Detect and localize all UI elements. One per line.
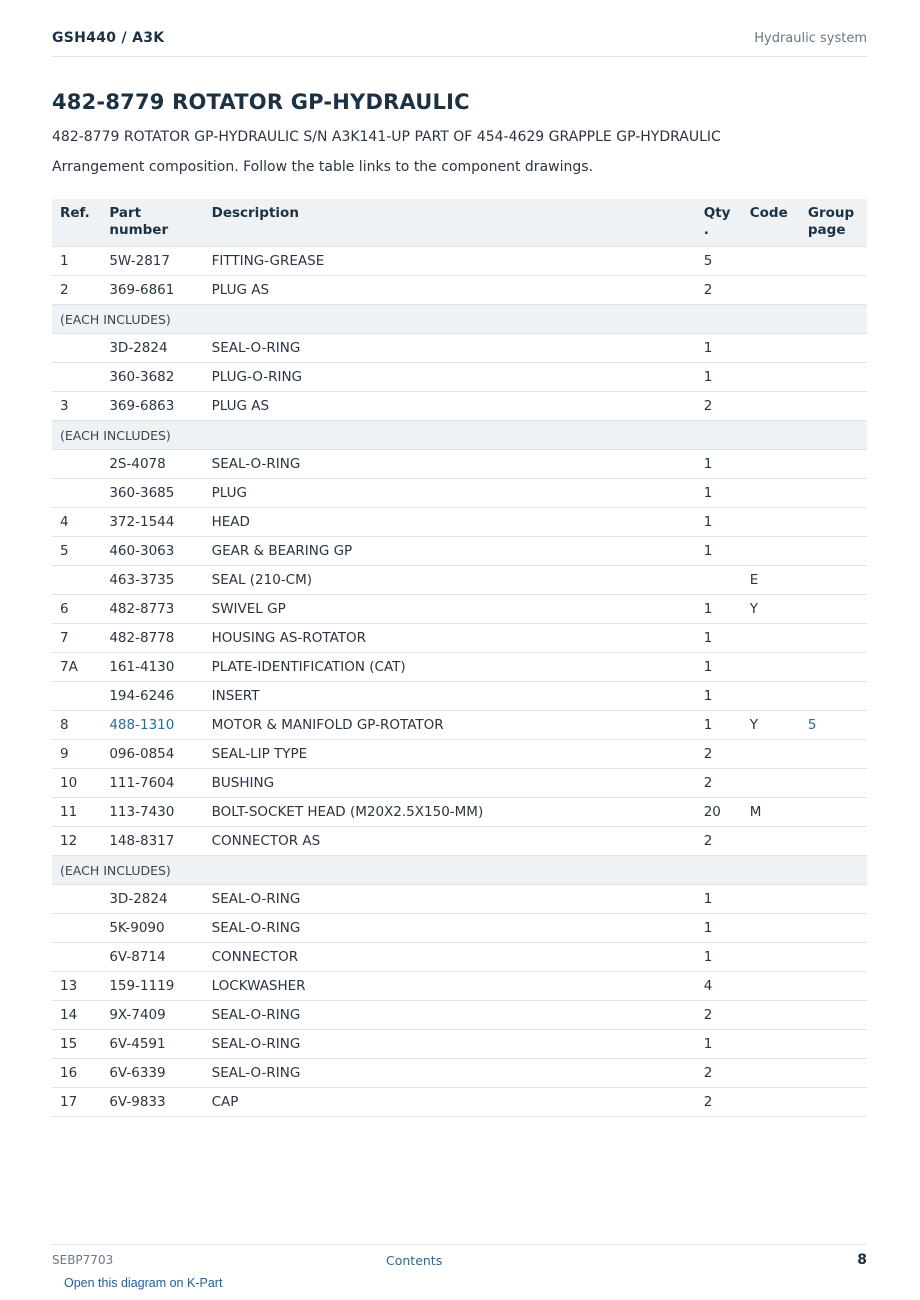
cell-part-number: 460-3063: [101, 537, 203, 566]
table-row: [52, 479, 867, 508]
cell-description: FITTING-GREASE: [204, 247, 696, 276]
cell-part-number: 194-6246: [101, 682, 203, 711]
cell-part-number: 9X-7409: [101, 1001, 203, 1030]
table-row: [52, 1059, 867, 1088]
cell-group-page: [800, 450, 867, 479]
cell-group-page: [800, 653, 867, 682]
cell-ref: [52, 943, 101, 972]
table-row: [52, 450, 867, 479]
cell-code: [742, 450, 800, 479]
cell-group-page: [800, 682, 867, 711]
cell-code: [742, 943, 800, 972]
cell-part-number: 5W-2817: [101, 247, 203, 276]
page-number: 8: [857, 1252, 867, 1268]
cell-description: SEAL-O-RING: [204, 1059, 696, 1088]
page-title: 482-8779 ROTATOR GP-HYDRAULIC: [52, 90, 470, 114]
group-label: (EACH INCLUDES): [52, 856, 867, 885]
cell-code: [742, 334, 800, 363]
table-row: [52, 943, 867, 972]
cell-qty: 1: [696, 1030, 742, 1059]
cell-code: [742, 479, 800, 508]
cell-qty: 1: [696, 479, 742, 508]
cell-ref: 1: [52, 247, 101, 276]
cell-qty: 2: [696, 392, 742, 421]
cell-description: SEAL-O-RING: [204, 914, 696, 943]
cell-description: PLUG AS: [204, 276, 696, 305]
cell-ref: 3: [52, 392, 101, 421]
cell-ref: 9: [52, 740, 101, 769]
cell-code: [742, 827, 800, 856]
cell-description: PLUG: [204, 479, 696, 508]
cell-group-page: [800, 769, 867, 798]
cell-description: SEAL-O-RING: [204, 1030, 696, 1059]
parts-table-body: [52, 247, 867, 1117]
cell-code: [742, 624, 800, 653]
section-label: Hydraulic system: [754, 31, 867, 46]
col-header-part-number: Part number: [101, 199, 203, 247]
cell-group-page: [800, 595, 867, 624]
cell-description: INSERT: [204, 682, 696, 711]
page-header: [52, 28, 867, 57]
cell-code: [742, 740, 800, 769]
table-row: [52, 711, 867, 740]
cell-part-number: 6V-8714: [101, 943, 203, 972]
table-row: [52, 595, 867, 624]
table-row: [52, 334, 867, 363]
cell-code: [742, 885, 800, 914]
table-row: [52, 247, 867, 276]
cell-qty: 1: [696, 624, 742, 653]
cell-code: M: [742, 798, 800, 827]
cell-part-number: 3D-2824: [101, 885, 203, 914]
cell-ref: 10: [52, 769, 101, 798]
cell-group-page: [800, 479, 867, 508]
cell-group-page: [800, 1059, 867, 1088]
cell-qty: 1: [696, 363, 742, 392]
cell-description: PLUG AS: [204, 392, 696, 421]
group-page-link[interactable]: 5: [807, 717, 817, 733]
table-row: [52, 1088, 867, 1117]
cell-qty: 1: [696, 508, 742, 537]
table-row: [52, 740, 867, 769]
cell-description: CONNECTOR AS: [204, 827, 696, 856]
open-on-kpart-link[interactable]: Open this diagram on K-Part: [64, 1276, 223, 1290]
cell-group-page: [800, 508, 867, 537]
cell-part-number: 369-6861: [101, 276, 203, 305]
table-row: [52, 885, 867, 914]
table-row: [52, 769, 867, 798]
intro-text: Arrangement composition. Follow the table links to the component drawings.: [52, 159, 593, 175]
cell-description: GEAR & BEARING GP: [204, 537, 696, 566]
cell-description: SEAL-O-RING: [204, 1001, 696, 1030]
cell-group-page: [800, 972, 867, 1001]
cell-ref: 11: [52, 798, 101, 827]
cell-description: LOCKWASHER: [204, 972, 696, 1001]
cell-ref: 13: [52, 972, 101, 1001]
cell-code: [742, 1001, 800, 1030]
cell-code: [742, 363, 800, 392]
cell-ref: 16: [52, 1059, 101, 1088]
cell-part-number: 482-8773: [101, 595, 203, 624]
table-row: [52, 1001, 867, 1030]
cell-part-number: 6V-9833: [101, 1088, 203, 1117]
group-row: [52, 856, 867, 885]
cell-ref: [52, 914, 101, 943]
cell-description: CAP: [204, 1088, 696, 1117]
cell-group-page: [800, 798, 867, 827]
cell-part-number: 372-1544: [101, 508, 203, 537]
cell-code: E: [742, 566, 800, 595]
table-row: [52, 363, 867, 392]
cell-qty: 1: [696, 682, 742, 711]
cell-group-page: [800, 1030, 867, 1059]
cell-qty: 1: [696, 334, 742, 363]
cell-ref: [52, 566, 101, 595]
cell-code: [742, 247, 800, 276]
cell-part-number: 111-7604: [101, 769, 203, 798]
cell-qty: 2: [696, 1088, 742, 1117]
cell-qty: 1: [696, 914, 742, 943]
table-row: [52, 653, 867, 682]
cell-description: CONNECTOR: [204, 943, 696, 972]
cell-group-page: [800, 276, 867, 305]
cell-group-page: [800, 363, 867, 392]
cell-qty: 2: [696, 769, 742, 798]
cell-description: SEAL-O-RING: [204, 450, 696, 479]
cell-ref: 5: [52, 537, 101, 566]
cell-code: [742, 1059, 800, 1088]
cell-code: [742, 1088, 800, 1117]
cell-part-number: [101, 711, 203, 740]
cell-qty: [696, 566, 742, 595]
col-header-qty: Qty .: [696, 199, 742, 247]
cell-part-number: 6V-6339: [101, 1059, 203, 1088]
cell-ref: [52, 885, 101, 914]
group-label: (EACH INCLUDES): [52, 305, 867, 334]
cell-group-page: [800, 943, 867, 972]
cell-code: [742, 769, 800, 798]
cell-qty: 1: [696, 450, 742, 479]
table-row: [52, 914, 867, 943]
cell-part-number: 360-3682: [101, 363, 203, 392]
cell-ref: [52, 334, 101, 363]
cell-qty: 1: [696, 711, 742, 740]
table-row: [52, 972, 867, 1001]
cell-code: [742, 276, 800, 305]
cell-qty: 1: [696, 537, 742, 566]
cell-qty: 2: [696, 1059, 742, 1088]
cell-description: HOUSING AS-ROTATOR: [204, 624, 696, 653]
cell-part-number: 2S-4078: [101, 450, 203, 479]
cell-group-page: [800, 566, 867, 595]
group-row: [52, 421, 867, 450]
col-header-description: Description: [204, 199, 696, 247]
cell-description: HEAD: [204, 508, 696, 537]
cell-qty: 20: [696, 798, 742, 827]
cell-part-number: 482-8778: [101, 624, 203, 653]
cell-part-number: 113-7430: [101, 798, 203, 827]
cell-group-page: [800, 334, 867, 363]
cell-ref: [52, 479, 101, 508]
cell-group-page: [800, 885, 867, 914]
table-row: [52, 508, 867, 537]
cell-description: SEAL (210-CM): [204, 566, 696, 595]
cell-description: BUSHING: [204, 769, 696, 798]
cell-ref: 7A: [52, 653, 101, 682]
page-footer: [52, 1244, 867, 1275]
cell-group-page: [800, 711, 867, 740]
cell-qty: 5: [696, 247, 742, 276]
cell-code: [742, 682, 800, 711]
cell-qty: 2: [696, 276, 742, 305]
cell-part-number: 6V-4591: [101, 1030, 203, 1059]
cell-code: [742, 1030, 800, 1059]
cell-code: [742, 653, 800, 682]
cell-qty: 2: [696, 740, 742, 769]
part-number-link[interactable]: 488-1310: [109, 717, 175, 733]
cell-group-page: [800, 914, 867, 943]
cell-qty: 1: [696, 943, 742, 972]
cell-ref: 6: [52, 595, 101, 624]
cell-group-page: [800, 1001, 867, 1030]
cell-ref: 4: [52, 508, 101, 537]
model-label: GSH440 / A3K: [52, 30, 165, 46]
document-id: SEBP7703: [52, 1253, 114, 1267]
cell-part-number: 463-3735: [101, 566, 203, 595]
table-row: [52, 537, 867, 566]
cell-group-page: [800, 624, 867, 653]
col-header-group-page: Group page: [800, 199, 867, 247]
cell-ref: [52, 363, 101, 392]
cell-group-page: [800, 247, 867, 276]
table-row: [52, 682, 867, 711]
table-row: [52, 1030, 867, 1059]
cell-group-page: [800, 537, 867, 566]
cell-group-page: [800, 740, 867, 769]
cell-code: [742, 972, 800, 1001]
cell-description: BOLT-SOCKET HEAD (M20X2.5X150-MM): [204, 798, 696, 827]
cell-part-number: 159-1119: [101, 972, 203, 1001]
cell-group-page: [800, 1088, 867, 1117]
cell-part-number: 3D-2824: [101, 334, 203, 363]
cell-qty: 1: [696, 595, 742, 624]
cell-description: SEAL-LIP TYPE: [204, 740, 696, 769]
cell-code: [742, 392, 800, 421]
cell-description: MOTOR & MANIFOLD GP-ROTATOR: [204, 711, 696, 740]
col-header-ref: Ref.: [52, 199, 101, 247]
cell-ref: 8: [52, 711, 101, 740]
table-row: [52, 827, 867, 856]
cell-part-number: 161-4130: [101, 653, 203, 682]
table-row: [52, 624, 867, 653]
table-row: [52, 566, 867, 595]
cell-group-page: [800, 392, 867, 421]
cell-ref: 7: [52, 624, 101, 653]
cell-part-number: 369-6863: [101, 392, 203, 421]
cell-description: PLUG-O-RING: [204, 363, 696, 392]
cell-ref: 14: [52, 1001, 101, 1030]
group-row: [52, 305, 867, 334]
table-row: [52, 798, 867, 827]
cell-qty: 1: [696, 653, 742, 682]
table-header-row: [52, 199, 867, 247]
cell-ref: 15: [52, 1030, 101, 1059]
cell-ref: 12: [52, 827, 101, 856]
table-row: [52, 392, 867, 421]
cell-ref: 17: [52, 1088, 101, 1117]
group-label: (EACH INCLUDES): [52, 421, 867, 450]
cell-code: [742, 914, 800, 943]
cell-code: Y: [742, 711, 800, 740]
cell-qty: 2: [696, 827, 742, 856]
cell-code: [742, 508, 800, 537]
cell-code: Y: [742, 595, 800, 624]
cell-qty: 4: [696, 972, 742, 1001]
parts-table: [52, 199, 867, 1117]
cell-ref: [52, 450, 101, 479]
cell-part-number: 360-3685: [101, 479, 203, 508]
cell-ref: [52, 682, 101, 711]
cell-description: PLATE-IDENTIFICATION (CAT): [204, 653, 696, 682]
cell-code: [742, 537, 800, 566]
cell-description: SEAL-O-RING: [204, 334, 696, 363]
contents-link[interactable]: Contents: [386, 1253, 443, 1268]
cell-group-page: [800, 827, 867, 856]
cell-part-number: 5K-9090: [101, 914, 203, 943]
cell-qty: 2: [696, 1001, 742, 1030]
table-row: [52, 276, 867, 305]
cell-description: SWIVEL GP: [204, 595, 696, 624]
cell-ref: 2: [52, 276, 101, 305]
cell-part-number: 096-0854: [101, 740, 203, 769]
cell-description: SEAL-O-RING: [204, 885, 696, 914]
page-subtitle: 482-8779 ROTATOR GP-HYDRAULIC S/N A3K141-UP PART OF 454-4629 GRAPPLE GP-HYDRAULIC: [52, 129, 721, 145]
cell-qty: 1: [696, 885, 742, 914]
cell-part-number: 148-8317: [101, 827, 203, 856]
col-header-code: Code: [742, 199, 800, 247]
